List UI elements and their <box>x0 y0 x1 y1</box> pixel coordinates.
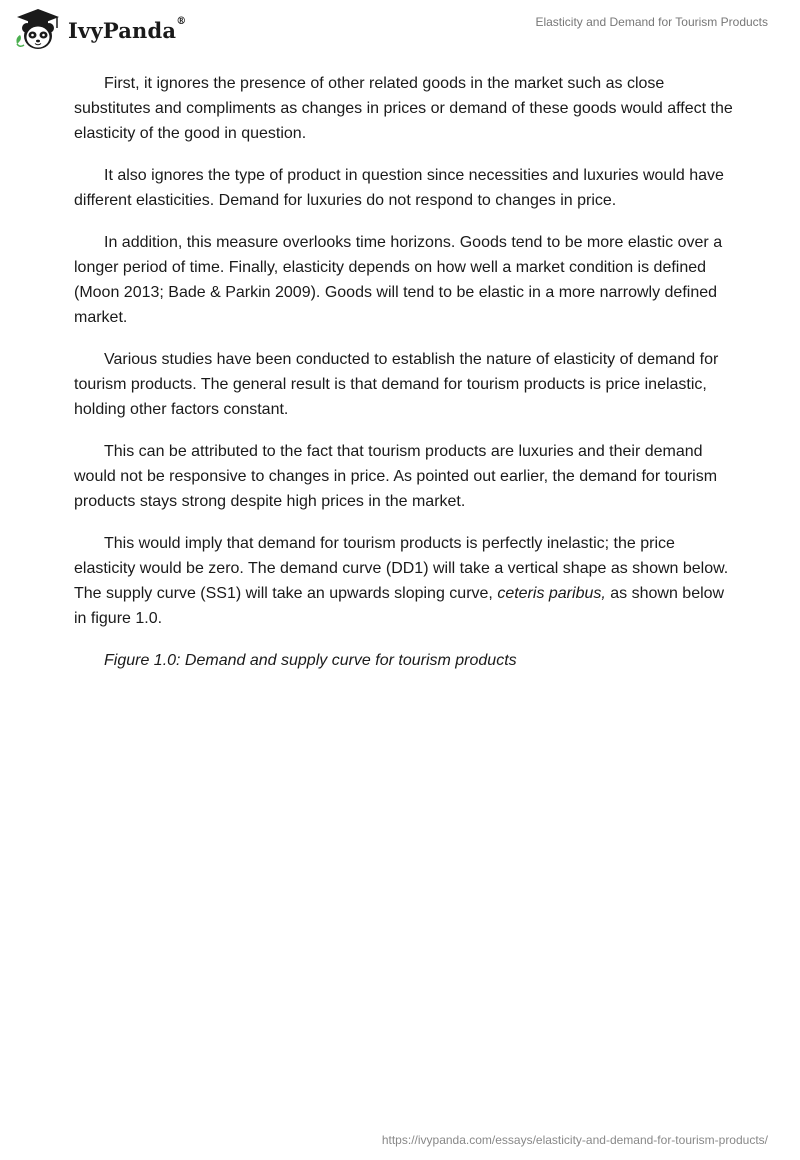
paragraph-6-text-b: as shown below in figure 1.0. <box>74 585 725 627</box>
paragraph-2: It also ignores the type of product in question since necessities and luxuries would have different elasticities. Demand for luxuries do not respond to changes in price. <box>74 167 724 209</box>
registered-mark: ® <box>176 15 187 27</box>
paragraph-3: In addition, this measure overlooks time horizons. Goods tend to be more elastic over a longer period of time. Finally, elasticity depends on how well a market condition is defined (Moon 2013; Bade & Parkin 2009). Goods will tend to be elastic in a more narrowly defined market. <box>74 234 723 326</box>
ceteris-paribus-emphasis: ceteris paribus, <box>497 585 606 602</box>
source-url-link[interactable]: https://ivypanda.com/essays/elasticity-and-demand-for-tourism-products/ <box>381 1133 768 1147</box>
ivypanda-logo[interactable] <box>14 8 186 52</box>
paragraph-1: First, it ignores the presence of other related goods in the market such as close substitutes and compliments as changes in prices or demand of these goods would affect the elasticity of the good in question. <box>74 75 733 142</box>
document-title: Elasticity and Demand for Tourism Products <box>535 15 768 29</box>
paragraph-5: This can be attributed to the fact that tourism products are luxuries and their demand would not be responsive to changes in price. As pointed out earlier, the demand for tourism products stays strong despite high prices in the market. <box>74 443 718 510</box>
panda-graduation-icon <box>14 8 62 52</box>
brand-name: IvyPanda® <box>68 15 187 43</box>
essay-body <box>74 71 734 690</box>
paragraph-4: Various studies have been conducted to establish the nature of elasticity of demand for tourism products. The general result is that demand for tourism products is price inelastic, holding other factors constant. <box>74 351 719 418</box>
paragraph-6-text-a: This would imply that demand for tourism products is perfectly inelastic; the price elasticity would be zero. The demand curve (DD1) will take a vertical shape as shown below. The supply curve (SS1) will take an upwards sloping curve, <box>74 535 729 602</box>
paragraph-6 <box>74 531 734 631</box>
figure-caption: Figure 1.0: Demand and supply curve for tourism products <box>104 652 517 669</box>
page-header <box>0 0 800 60</box>
